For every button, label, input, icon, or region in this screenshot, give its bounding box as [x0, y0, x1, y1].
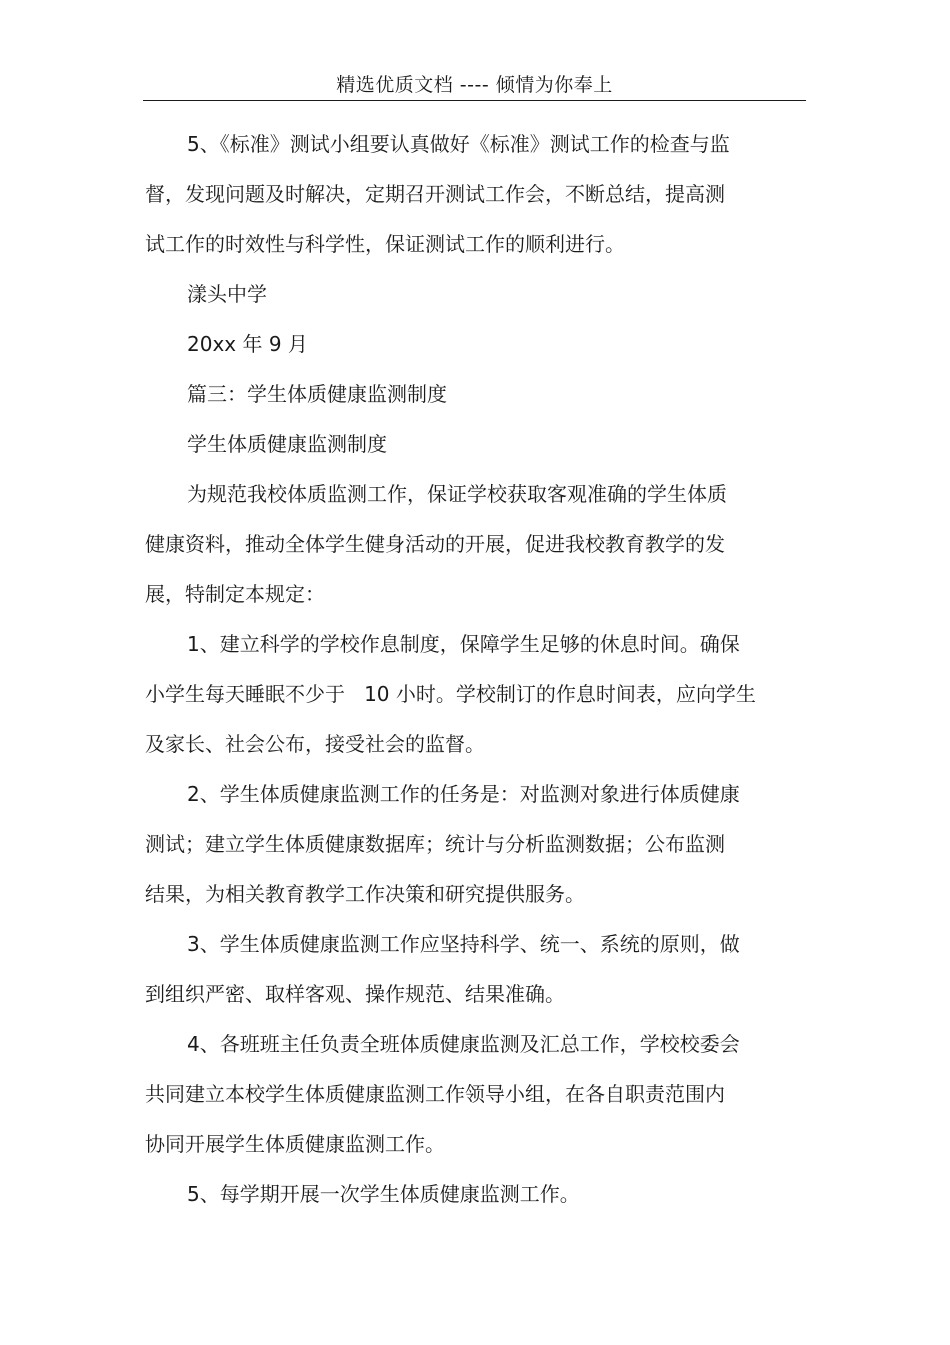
paragraph-line: 督，发现问题及时解决，定期召开测试工作会，不断总结，提高测 [145, 182, 725, 206]
paragraph-line: 小学生每天睡眠不少于 10 小时。学校制订的作息时间表，应向学生 [145, 682, 756, 706]
paragraph-line: 及家长、社会公布，接受社会的监督。 [145, 732, 485, 756]
paragraph-line: 5、《标准》测试小组要认真做好《标准》测试工作的检查与监 [187, 132, 730, 156]
paragraph-item-3 [145, 919, 785, 1019]
paragraph-line: 漾头中学 [187, 282, 267, 306]
paragraph-line: 5、每学期开展一次学生体质健康监测工作。 [187, 1182, 580, 1206]
school-name [145, 269, 785, 319]
paragraph-line: 共同建立本校学生体质健康监测工作领导小组，在各自职责范围内 [145, 1082, 725, 1106]
section-heading [145, 369, 785, 419]
section-title [145, 419, 785, 469]
paragraph-line: 到组织严密、取样客观、操作规范、结果准确。 [145, 982, 565, 1006]
paragraph-line: 1、建立科学的学校作息制度，保障学生足够的休息时间。确保 [187, 632, 740, 656]
document-body [145, 119, 785, 1219]
paragraph-line: 学生体质健康监测制度 [187, 432, 387, 456]
paragraph-line: 2、学生体质健康监测工作的任务是：对监测对象进行体质健康 [187, 782, 740, 806]
paragraph-line: 20xx 年 9 月 [187, 332, 308, 356]
paragraph-item-4 [145, 1019, 785, 1169]
paragraph-line: 篇三：学生体质健康监测制度 [187, 382, 447, 406]
paragraph-item-5 [145, 1169, 785, 1219]
paragraph-line: 为规范我校体质监测工作，保证学校获取客观准确的学生体质 [187, 482, 727, 506]
paragraph-line: 试工作的时效性与科学性，保证测试工作的顺利进行。 [145, 232, 625, 256]
paragraph-line: 结果，为相关教育教学工作决策和研究提供服务。 [145, 882, 585, 906]
paragraph-line: 协同开展学生体质健康监测工作。 [145, 1132, 445, 1156]
header-divider [143, 100, 806, 101]
paragraph-line: 4、各班班主任负责全班体质健康监测及汇总工作，学校校委会 [187, 1032, 740, 1056]
document-date [145, 319, 785, 369]
paragraph-item-2 [145, 769, 785, 919]
paragraph-intro [145, 469, 785, 619]
paragraph-line: 健康资料，推动全体学生健身活动的开展，促进我校教育教学的发 [145, 532, 725, 556]
paragraph-line: 3、学生体质健康监测工作应坚持科学、统一、系统的原则，做 [187, 932, 740, 956]
paragraph-line: 测试；建立学生体质健康数据库；统计与分析监测数据；公布监测 [145, 832, 725, 856]
paragraph-item-1 [145, 619, 785, 769]
paragraph-standard-test-group [145, 119, 785, 269]
page-header: 精选优质文档 ---- 倾情为你奉上 [336, 74, 613, 96]
paragraph-line: 展，特制定本规定： [145, 582, 325, 606]
